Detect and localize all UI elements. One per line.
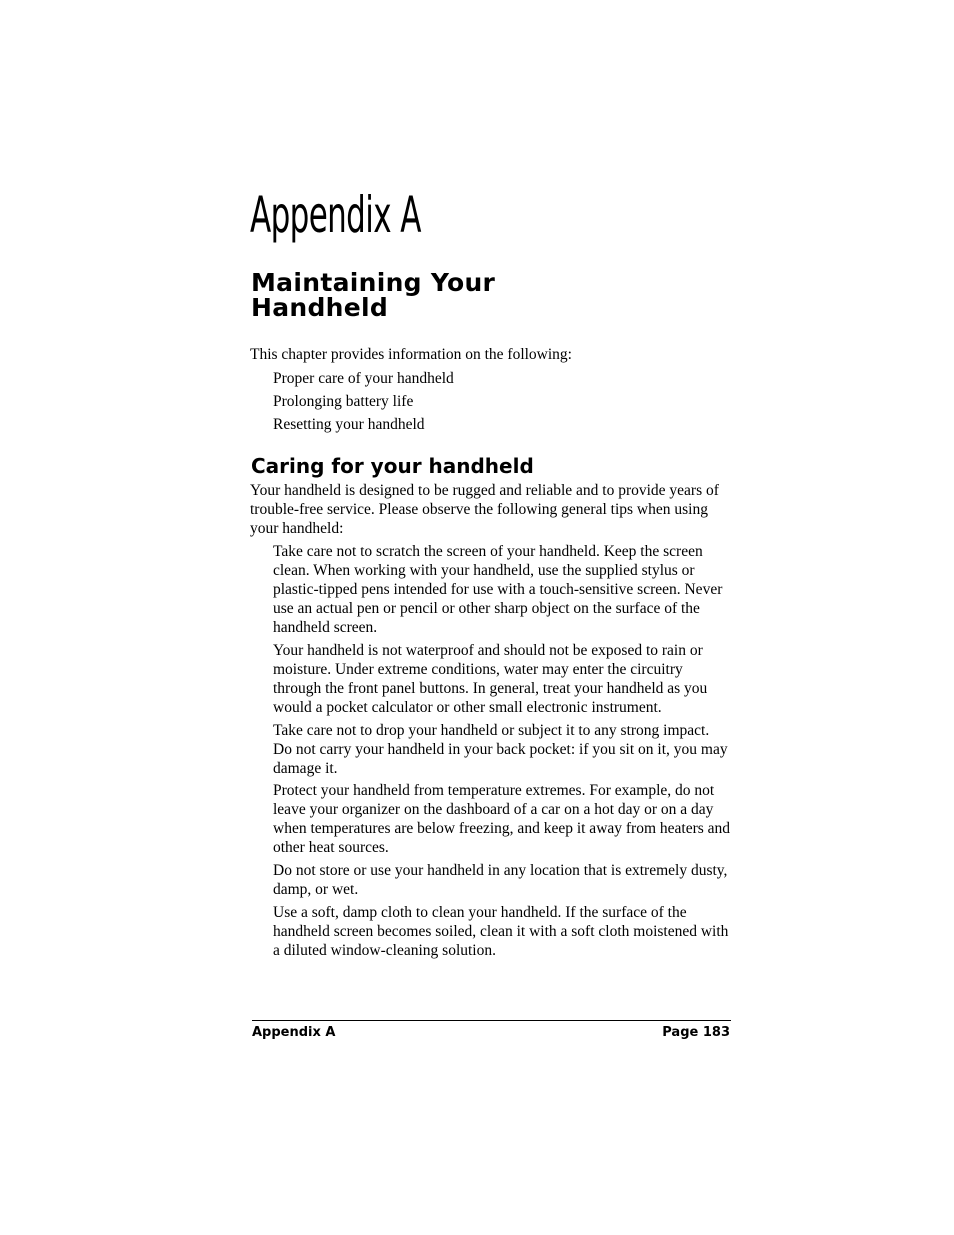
chapter-title-line-1: Maintaining Your bbox=[251, 268, 496, 297]
section-intro: Your handheld is designed to be rugged and reliable and to provide years of trouble-free service. Please observe the following general tips when using your handheld: bbox=[250, 482, 719, 537]
topic-item: Prolonging battery life bbox=[273, 393, 414, 410]
topic-item: Proper care of your handheld bbox=[273, 370, 454, 387]
topic-item: Resetting your handheld bbox=[273, 416, 425, 433]
footer-page-number: Page 183 bbox=[662, 1025, 730, 1040]
care-tip: Do not store or use your handheld in any location that is extremely dusty, damp, or wet. bbox=[273, 862, 728, 899]
care-tip: Use a soft, damp cloth to clean your handheld. If the surface of the handheld screen becomes soiled, clean it with a soft cloth moistened with a diluted window-cleaning solution. bbox=[273, 903, 729, 959]
section-heading: Caring for your handheld bbox=[251, 454, 534, 478]
care-tip: Your handheld is not waterproof and should not be exposed to rain or moisture. Under extreme conditions, water may enter the circuitry through the front panel buttons. In general, treat your handheld as you would a pocket calculator or other small electronic instrument. bbox=[273, 641, 708, 716]
chapter-title-line-2: Handheld bbox=[251, 293, 389, 322]
appendix-title: Appendix A bbox=[250, 186, 421, 244]
care-tip: Take care not to scratch the screen of your handheld. Keep the screen clean. When working with your handheld, use the supplied stylus or plastic-tipped pens intended for use with a touch-sensitive screen. Never use an actual pen or pencil or other sharp object on the surface of the handheld screen. bbox=[273, 543, 723, 636]
care-tip: Take care not to drop your handheld or subject it to any strong impact. Do not carry your handheld in your back pocket: if you sit on it, you may damage it. bbox=[273, 721, 728, 777]
topic-list bbox=[273, 369, 454, 438]
care-tip: Protect your handheld from temperature extremes. For example, do not leave your organizer on the dashboard of a car on a hot day or on a day when temperatures are below freezing, and keep it away from heaters and other heat sources. bbox=[273, 782, 731, 857]
footer-rule bbox=[252, 1020, 731, 1021]
chapter-intro: This chapter provides information on the following: bbox=[250, 346, 572, 363]
chapter-title bbox=[251, 270, 495, 320]
care-tips-list bbox=[273, 542, 731, 964]
footer-section-label: Appendix A bbox=[252, 1025, 336, 1040]
